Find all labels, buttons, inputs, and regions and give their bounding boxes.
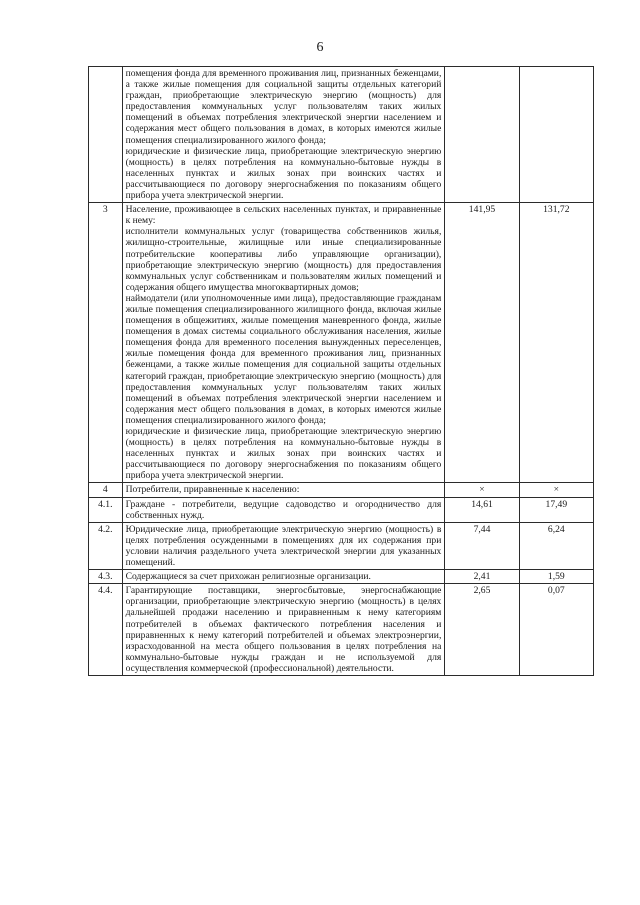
tariff-value1 <box>445 67 519 203</box>
tariff-value1: 2,65 <box>445 584 519 676</box>
description-paragraph: помещения фонда для временного проживания лиц, признанных беженцами, а также жилые помещения для социальной защиты отдельных категорий граждан, приобретающие электрическую энергию (мощность) для предоставления коммунальных услуг пользователям таких жилых помещений в объемах потребления электрической энергии населением и содержания мест общего пользования в домах, в которых имеются жилые помещения специализированного жилого фонда; <box>125 68 442 146</box>
table-row <box>89 570 594 584</box>
row-description <box>122 203 445 483</box>
tariff-value1: 141,95 <box>445 203 519 483</box>
tariff-value1: 14,61 <box>445 497 519 522</box>
row-number: 4 <box>89 483 123 497</box>
row-description <box>122 522 445 569</box>
row-description <box>122 584 445 676</box>
tariff-value2: 1,59 <box>519 570 593 584</box>
description-paragraph: Население, проживающее в сельских населенных пунктах, и приравненные к нему: <box>125 204 442 227</box>
description-paragraph: юридические и физические лица, приобретающие электрическую энергию (мощность) в целях потребления на коммунально-бытовые нужды в населенных пунктах и жилых зонах при воинских частях и рассчитывающиеся по договору энергоснабжения по показаниям общего прибора учета электрической энергии. <box>125 145 442 202</box>
tariff-value2 <box>519 67 593 203</box>
description-paragraph: юридические и физические лица, приобретающие электрическую энергию (мощность) в целях потребления на коммунально-бытовые нужды в населенных пунктах и жилых зонах при воинских частях и рассчитывающиеся по договору энергоснабжения по показаниям общего прибора учета электрической энергии. <box>125 426 442 482</box>
row-description <box>122 570 445 584</box>
tariff-value2: 0,07 <box>519 584 593 676</box>
tariff-table <box>88 66 594 676</box>
row-description <box>122 483 445 497</box>
tariff-value2: 17,49 <box>519 497 593 522</box>
tariff-value1: × <box>445 483 519 497</box>
description-paragraph: исполнители коммунальных услуг (товарищества собственников жилья, жилищно-строительные, жилищные или иные специализированные потребительские кооперативы либо управляющие организации), приобретающие электрическую энергию (мощность) для предоставления коммунальных услуг собственникам и пользователям жилых помещений и содержания общего имущества многоквартирных домов; <box>125 226 442 293</box>
page-number: 6 <box>316 40 324 55</box>
tariff-value1: 2,41 <box>445 570 519 584</box>
tariff-value2: 6,24 <box>519 522 593 569</box>
row-number <box>89 67 123 203</box>
row-description <box>122 67 445 203</box>
table-row <box>89 67 594 203</box>
row-description <box>122 497 445 522</box>
table-row <box>89 584 594 676</box>
description-paragraph: Граждане - потребители, ведущие садоводство и огородничество для собственных нужд. <box>125 498 442 521</box>
description-paragraph: Потребители, приравненные к населению: <box>125 484 300 496</box>
description-paragraph: Гарантирующие поставщики, энергосбытовые, энергоснабжающие организации, приобретающие электрическую энергию (мощность) в целях дальнейшей продажи населению и приравненным к нему категориям потребителей в объемах фактического потребления населения и приравненных к нему категорий потребителей и объемах электроэнергии, израсходованной на места общего пользования в целях потребления на коммунально-бытовые нужды граждан и не используемой для осуществления коммерческой (профессиональной) деятельности. <box>125 585 442 674</box>
table-row <box>89 522 594 569</box>
description-paragraph: Юридические лица, приобретающие электрическую энергию (мощность) в целях потребления осужденными в помещениях для их содержания при условии наличия раздельного учета электрической энергии для указанных помещений. <box>125 523 442 569</box>
tariff-value1: 7,44 <box>445 522 519 569</box>
table-row <box>89 483 594 497</box>
row-number: 4.3. <box>89 570 123 584</box>
table-row <box>89 497 594 522</box>
tariff-value2: × <box>519 483 593 497</box>
row-number: 4.1. <box>89 497 123 522</box>
row-number: 4.2. <box>89 522 123 569</box>
description-paragraph: Содержащиеся за счет прихожан религиозные организации. <box>125 571 371 583</box>
description-paragraph: наймодатели (или уполномоченные ими лица), предоставляющие гражданам жилые помещения специализированного жилищного фонда, включая жилые помещения в общежитиях, жилые помещения маневренного фонда, жилые помещения в домах системы социального обслуживания населения, жилые помещения фонда для временного поселения вынужденных переселенцев, жилые помещения фонда для временного проживания лиц, признанных беженцами, а также жилые помещения для социальной защиты отдельных категорий граждан, приобретающие электрическую энергию (мощность) для предоставления коммунальных услуг пользователям таких жилых помещений в объемах потребления электрической энергии населением и содержания мест общего пользования в домах, в которых имеются жилые помещения специализированного жилого фонда; <box>125 292 442 426</box>
tariff-table-body <box>89 67 594 676</box>
row-number: 4.4. <box>89 584 123 676</box>
table-row <box>89 203 594 483</box>
row-number: 3 <box>89 203 123 483</box>
tariff-value2: 131,72 <box>519 203 593 483</box>
